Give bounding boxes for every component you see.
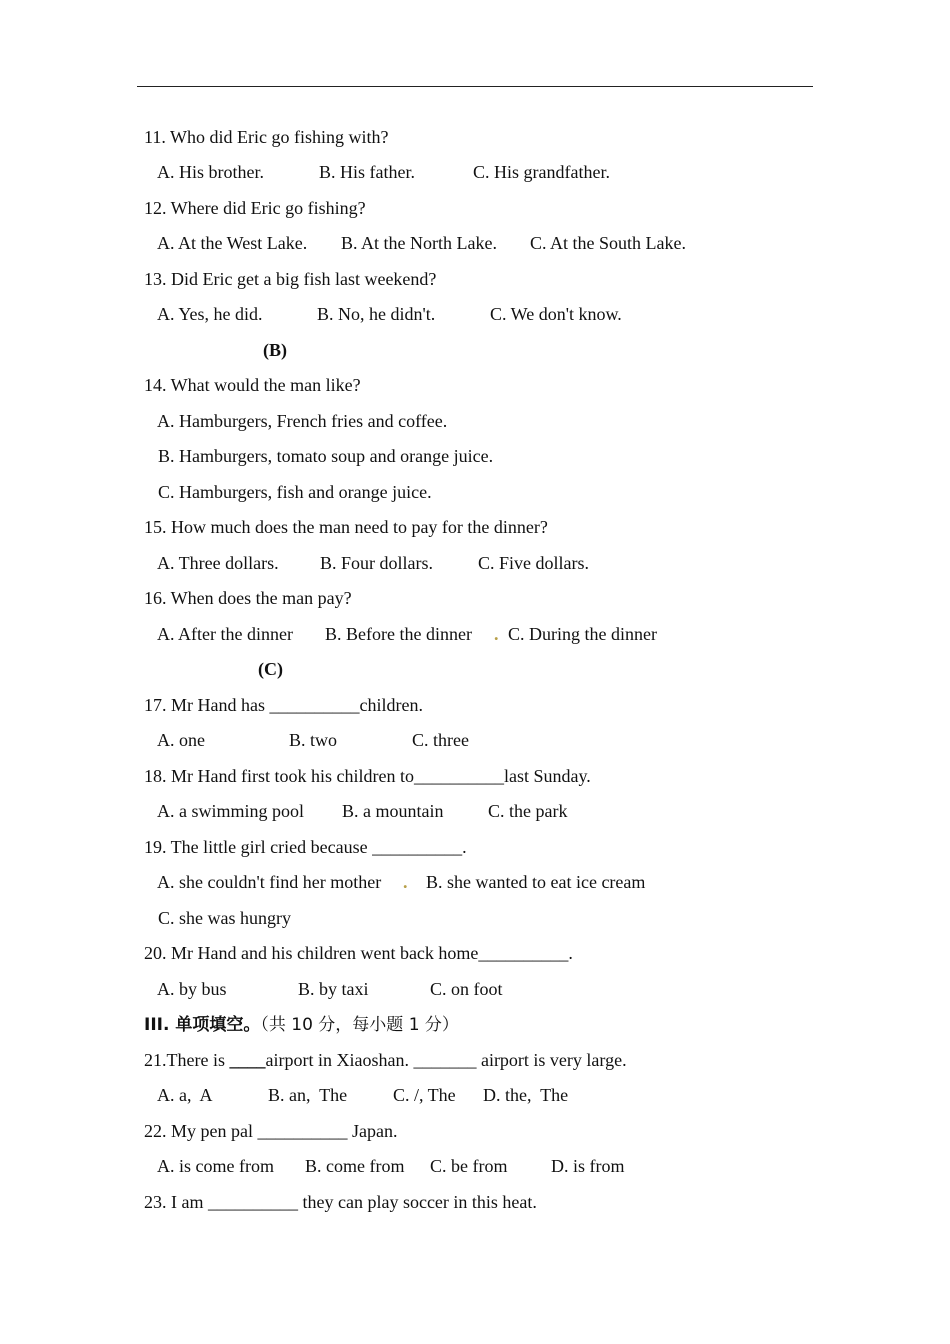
q21-option-b: B. an, The	[268, 1085, 348, 1105]
section-c-heading: (C)	[258, 659, 283, 679]
q16-option-b: B. Before the dinner	[325, 624, 472, 644]
q15-option-b: B. Four dollars.	[320, 553, 434, 573]
section-b-heading: (B)	[263, 340, 287, 360]
q13-option-a: A. Yes, he did.	[157, 304, 263, 324]
q12-option-a: A. At the West Lake.	[157, 233, 308, 253]
q21-blank: ____	[229, 1050, 266, 1070]
q12-option-b: B. At the North Lake.	[341, 233, 497, 253]
q22-option-d: D. is from	[551, 1156, 625, 1176]
q14-option-b	[158, 445, 493, 467]
question-17: 17. Mr Hand has __________children.	[144, 695, 423, 715]
question-16: 16. When does the man pay?	[144, 588, 352, 608]
q19-option-a: A. she couldn't find her mother	[157, 872, 382, 892]
q15-option-c: C. Five dollars.	[478, 553, 589, 573]
question-19: 19. The little girl cried because __________.	[144, 837, 467, 857]
dot-mark: .	[494, 624, 499, 644]
q20-option-c: C. on foot	[430, 979, 503, 999]
q14-option-c: C. Hamburgers, fish and orange juice.	[158, 482, 432, 502]
q17-option-c: C. three	[412, 730, 469, 750]
q11-option-a: A. His brother.	[157, 162, 264, 182]
q21-text-end: airport in Xiaoshan. _______ airport is very large.	[265, 1050, 627, 1070]
question-18: 18. Mr Hand first took his children to__________last Sunday.	[144, 766, 591, 786]
q15-option-a: A. Three dollars.	[157, 553, 279, 573]
q12-option-c: C. At the South Lake.	[530, 233, 686, 253]
q20-option-b: B. by taxi	[298, 979, 369, 999]
q22-option-c: C. be from	[430, 1156, 508, 1176]
section-3-heading	[144, 1013, 459, 1036]
q17-option-a: A. one	[157, 730, 205, 750]
header-rule	[137, 86, 813, 87]
q21-text-start: 21.There is	[144, 1050, 230, 1070]
q18-option-b: B. a mountain	[342, 801, 444, 821]
q22-option-b: B. come from	[305, 1156, 405, 1176]
q17-option-b: B. two	[289, 730, 338, 750]
question-23: 23. I am __________ they can play soccer in this heat.	[144, 1192, 537, 1212]
question-22: 22. My pen pal __________ Japan.	[144, 1121, 398, 1141]
q16-option-c: C. During the dinner	[508, 624, 657, 644]
question-14: 14. What would the man like?	[144, 375, 361, 395]
question-13: 13. Did Eric get a big fish last weekend?	[144, 269, 437, 289]
question-21	[144, 1049, 627, 1071]
q13-option-c: C. We don't know.	[490, 304, 622, 324]
q21-option-c: C. /, The	[393, 1085, 456, 1105]
q20-option-a: A. by bus	[157, 979, 227, 999]
q19-option-c: C. she was hungry	[158, 908, 291, 928]
dot-mark: .	[403, 872, 408, 892]
q22-option-a: A. is come from	[157, 1156, 274, 1176]
q18-option-c: C. the park	[488, 801, 568, 821]
q11-option-c: C. His grandfather.	[473, 162, 610, 182]
q21-option-a: A. a, A	[157, 1085, 213, 1105]
q11-option-b: B. His father.	[319, 162, 415, 182]
section-3-note: （共 10 分，每小题 1 分）	[260, 1015, 459, 1035]
q19-option-b: B. she wanted to eat ice cream	[426, 872, 646, 892]
question-15: 15. How much does the man need to pay for the dinner?	[144, 517, 548, 537]
question-20: 20. Mr Hand and his children went back home__________.	[144, 943, 573, 963]
q14-option-a: A. Hamburgers, French fries and coffee.	[157, 411, 448, 431]
q21-option-d: D. the, The	[483, 1085, 569, 1105]
section-3-label: III. 单项填空。	[144, 1015, 261, 1035]
question-12: 12. Where did Eric go fishing?	[144, 198, 366, 218]
question-11: 11. Who did Eric go fishing with?	[144, 127, 389, 147]
q13-option-b: B. No, he didn't.	[317, 304, 436, 324]
q16-option-a: A. After the dinner	[157, 624, 293, 644]
q14-option-b-text: Hamburgers, tomato soup and orange juice.	[179, 446, 494, 466]
q18-option-a: A. a swimming pool	[157, 801, 304, 821]
q14-option-b-letter: B.	[158, 446, 180, 466]
